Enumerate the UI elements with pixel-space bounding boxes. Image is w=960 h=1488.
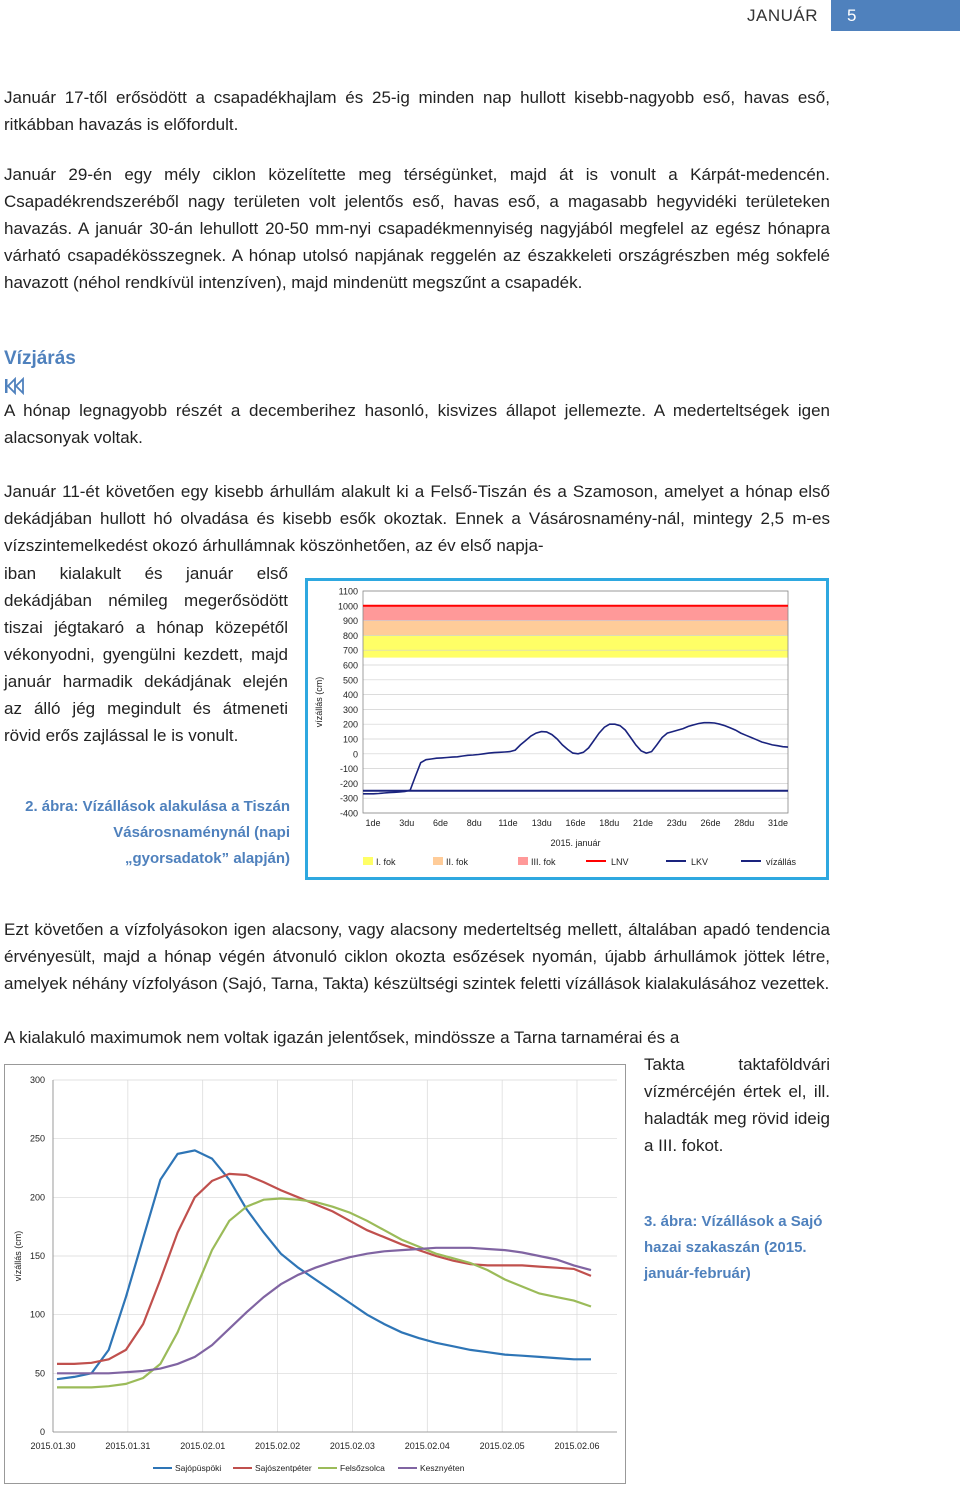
y-axis-label: vízállás (cm) xyxy=(13,1230,23,1282)
y-tick-label: -100 xyxy=(339,764,358,775)
legend-swatch xyxy=(433,857,443,865)
paragraph-6-wrap: Takta taktaföldvári vízmércéjén értek el, ill. haladták meg rövid ideig a III. fokot. xyxy=(644,1055,830,1155)
x-tick-label: 28du xyxy=(734,818,755,828)
y-tick-label: 200 xyxy=(29,1192,45,1203)
y-tick-label: -400 xyxy=(339,808,358,819)
x-tick-label: 16de xyxy=(565,818,586,828)
x-tick-label: 2015.02.06 xyxy=(554,1441,600,1451)
series-line-3 xyxy=(57,1199,591,1388)
x-tick-label: 18du xyxy=(599,818,620,828)
x-tick-label: 11de xyxy=(498,818,518,828)
paragraph-4: Január 11-ét követően egy kisebb árhullám alakult ki a Felső-Tiszán és a Szamoson, amelyet a hónap első dekádjában hullott hó olvadása és kisebb esők okoztak. Ennek a Vásárosnamény-nál, mintegy 2,5 m-es vízszintemelkedést okozó árhullámnak köszönhetően, az év első napja- xyxy=(4,482,830,555)
legend-swatch xyxy=(363,857,373,865)
legend-label: LKV xyxy=(691,857,709,867)
warning-band-2 xyxy=(363,621,788,636)
y-tick-label: 100 xyxy=(342,734,358,745)
y-tick-label: 900 xyxy=(342,616,358,627)
legend-label: Sajópüspöki xyxy=(175,1463,222,1473)
y-tick-label: 150 xyxy=(29,1251,45,1261)
x-tick-label: 2015.02.05 xyxy=(479,1441,525,1451)
y-axis-label: vízállás (cm) xyxy=(314,676,324,728)
figure-2-chart-frame xyxy=(305,578,829,880)
running-header-title: JANUÁR xyxy=(746,6,818,25)
x-tick-label: 2015.02.03 xyxy=(329,1441,375,1451)
y-tick-label: 1000 xyxy=(337,601,358,612)
x-tick-label: 31de xyxy=(767,818,789,828)
warning-band-3 xyxy=(363,606,788,621)
figure-3-caption: 3. ábra: Vízállások a Sajó hazai szakaszán (2015. január-február) xyxy=(644,1213,823,1282)
y-tick-label: 0 xyxy=(352,749,358,760)
x-tick-label: 3du xyxy=(399,818,415,828)
y-tick-label: 800 xyxy=(342,630,358,641)
x-tick-label: 8du xyxy=(466,818,482,828)
x-tick-label: 26de xyxy=(700,818,721,828)
y-tick-label: -300 xyxy=(339,793,358,804)
y-tick-label: 300 xyxy=(29,1075,45,1085)
paragraph-3: A hónap legnagyobb részét a decemberihez hasonló, kisvizes állapot jellemezte. A mederteltségek igen alacsonyak voltak. xyxy=(4,401,830,447)
x-tick-label: 13du xyxy=(531,818,552,828)
legend-label: Kesznyéten xyxy=(420,1463,465,1473)
figure-2-caption: 2. ábra: Vízállások alakulása a Tiszán Vásárosnaménynál (napi „gyorsadatok” alapján) xyxy=(25,798,290,867)
x-tick-label: 2015.02.01 xyxy=(180,1441,226,1451)
figure-2-chart xyxy=(308,581,826,877)
y-tick-label: 700 xyxy=(342,645,358,656)
y-tick-label: 50 xyxy=(34,1368,45,1379)
y-tick-label: 200 xyxy=(342,719,358,730)
section-title: Vízjárás xyxy=(4,348,76,369)
paragraph-2: Január 29-én egy mély ciklon közelítette meg térségünket, majd át is vonult a Kárpát-medencén. Csapadékrendszeréből nagy területen volt jelentős eső, havas eső, a magasabb hegyvidéki területeken havazás. A január 30-án lehullott 20-50 mm-nyi csapadékmennyiség nagyjából megfelel az egész hónapra várható csapadékösszegnek. A hónap utolsó napjának reggelén az északkeleti országrészben még sokfelé havazott (néhol rendkívül intenzíven), majd mindenütt megszűnt a csapadék. xyxy=(4,165,830,292)
y-tick-label: -200 xyxy=(339,778,358,789)
x-tick-label: 21de xyxy=(632,818,654,828)
y-tick-label: 500 xyxy=(342,675,358,686)
x-tick-label: 2015.02.02 xyxy=(255,1441,301,1451)
legend-label: vízállás xyxy=(766,857,797,867)
x-tick-label: 1de xyxy=(365,818,381,828)
x-tick-label: 6de xyxy=(432,818,449,828)
legend-label: LNV xyxy=(611,857,629,867)
paragraph-4-wrap: iban kialakult és január első dekádjában némileg megerősödött tiszai jégtakaró a hónap közepétől vékonyodni, gyengülni kezdett, majd január harmadik dekádjának elején az álló jég megindult és átmeneti rövid erős zajlással le is vonult. xyxy=(4,564,288,745)
warning-band-1 xyxy=(363,635,788,657)
legend-label: II. fok xyxy=(446,857,469,867)
legend-swatch xyxy=(518,857,528,865)
paragraph-6: A kialakuló maximumok nem voltak igazán jelentősek, mindössze a Tarna tarnamérai és a xyxy=(4,1028,680,1047)
legend-label: Sajószentpéter xyxy=(255,1463,312,1473)
y-tick-label: 300 xyxy=(342,704,358,715)
figure-3-chart xyxy=(5,1065,625,1483)
page-number: 5 xyxy=(831,0,960,31)
x-tick-label: 23du xyxy=(666,818,687,828)
y-tick-label: 100 xyxy=(29,1309,45,1320)
back-to-start-icon[interactable] xyxy=(4,377,26,395)
paragraph-5: Ezt követően a vízfolyásokon igen alacsony, vagy alacsony mederteltség mellett, általában apadó tendencia érvényesült, majd a hónap végén átvonuló ciklon okozta esőzések nyomán, újabb árhullámok jöttek létre, amelyek néhány vízfolyáson (Sajó, Tarna, Takta) készültségi szintek feletti vízállások kialakulásához vezettek. xyxy=(4,920,830,993)
x-tick-label: 2015.01.31 xyxy=(105,1441,151,1451)
legend-label: Felsőzsolca xyxy=(340,1463,385,1473)
x-axis-label: 2015. január xyxy=(550,838,601,848)
paragraph-1: Január 17-től erősödött a csapadékhajlam és 25-ig minden nap hullott kisebb-nagyobb eső, havas eső, ritkábban havazás is előfordult. xyxy=(4,88,830,134)
y-tick-label: 400 xyxy=(342,690,358,701)
series-line-2 xyxy=(57,1174,591,1364)
y-tick-label: 600 xyxy=(342,660,358,671)
x-tick-label: 2015.02.04 xyxy=(404,1441,450,1451)
y-tick-label: 250 xyxy=(29,1133,45,1144)
legend-label: I. fok xyxy=(376,857,396,867)
x-tick-label: 2015.01.30 xyxy=(30,1441,76,1451)
figure-3-chart-frame xyxy=(4,1064,626,1484)
y-tick-label: 1100 xyxy=(338,586,358,597)
y-tick-label: 0 xyxy=(39,1427,45,1437)
legend-label: III. fok xyxy=(531,857,556,867)
